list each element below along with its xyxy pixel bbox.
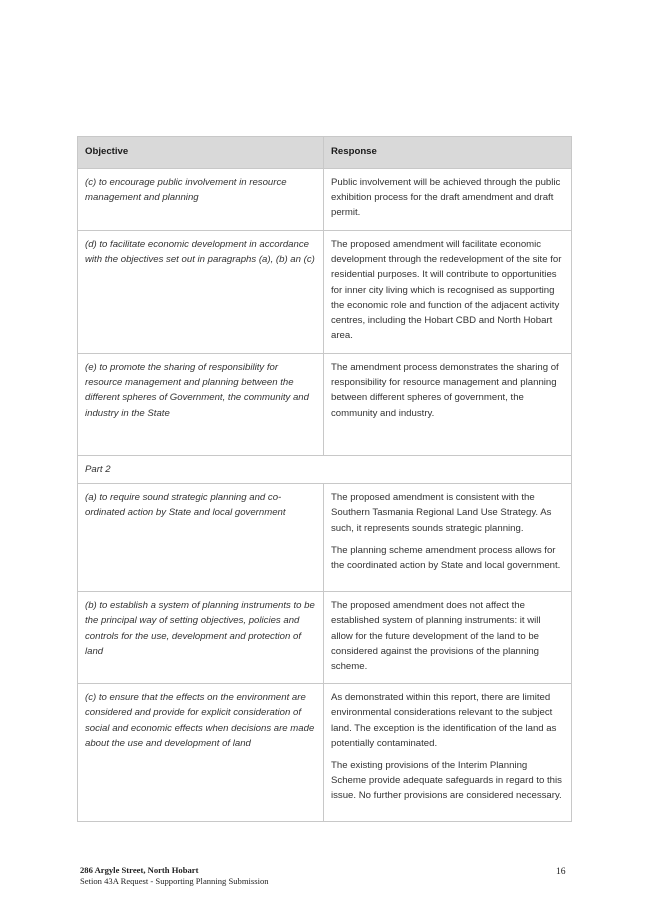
response-paragraph: Public involvement will be achieved through the public exhibition process for the draft amendment and draft permit. (331, 177, 561, 219)
part-row (78, 456, 572, 484)
footer-subtitle: Setion 43A Request - Supporting Planning Submission (80, 876, 269, 886)
table-row (78, 231, 572, 354)
response-paragraph: The amendment process demonstrates the sharing of responsibility for resource management and planning between different spheres of government, the community and industry. (331, 362, 559, 419)
response-paragraph: The proposed amendment does not affect the established system of planning instruments: it will allow for the future development of the land to be considered against the provisions of the planning scheme. (331, 600, 541, 673)
header-objective: Objective (78, 137, 324, 169)
table-header-row (78, 137, 572, 169)
objective-cell: (c) to encourage public involvement in resource management and planning (78, 169, 324, 231)
table-row (78, 592, 572, 684)
response-cell (324, 592, 572, 684)
response-paragraph: The planning scheme amendment process allows for the coordinated action by State and local government. (331, 544, 561, 572)
table-row (78, 354, 572, 456)
response-cell (324, 169, 572, 231)
objective-cell: (a) to require sound strategic planning and co-ordinated action by State and local government (78, 484, 324, 592)
objective-cell: (d) to facilitate economic development in accordance with the objectives set out in paragraphs (a), (b) an (c) (78, 231, 324, 354)
footer (80, 865, 269, 887)
table-row (78, 484, 572, 592)
response-cell (324, 354, 572, 456)
header-response: Response (324, 137, 572, 169)
footer-address: 286 Argyle Street, North Hobart (80, 865, 199, 875)
page-number: 16 (556, 866, 566, 877)
response-cell (324, 684, 572, 822)
response-cell (324, 484, 572, 592)
part-label: Part 2 (78, 456, 572, 484)
response-paragraph: The proposed amendment will facilitate economic development through the redevelopment of the site for residential purposes. It will contribute to opportunities for inner city living which is recognised as supporting the economic role and function of the adjacent activity centres, including the Hobart CBD and North Hobart area. (331, 239, 562, 342)
objectives-table (77, 136, 572, 822)
response-paragraph: As demonstrated within this report, there are limited environmental considerations relevant to the subject land. The exception is the identification of the land as potentially contaminated. (331, 692, 557, 749)
objective-cell: (b) to establish a system of planning instruments to be the principal way of setting objectives, policies and controls for the use, development and protection of land (78, 592, 324, 684)
table-row (78, 169, 572, 231)
response-paragraph: The proposed amendment is consistent with the Southern Tasmania Regional Land Use Strategy. As such, it represents sounds strategic planning. (331, 492, 552, 534)
response-cell (324, 231, 572, 354)
table-row (78, 684, 572, 822)
objective-cell: (c) to ensure that the effects on the environment are considered and provide for explicit consideration of social and economic effects when decisions are made about the use and development of land (78, 684, 324, 822)
response-paragraph: The existing provisions of the Interim Planning Scheme provide adequate safeguards in regard to this issue. No further provisions are considered necessary. (331, 760, 562, 802)
objective-cell: (e) to promote the sharing of responsibility for resource management and planning between the different spheres of Government, the community and industry in the State (78, 354, 324, 456)
